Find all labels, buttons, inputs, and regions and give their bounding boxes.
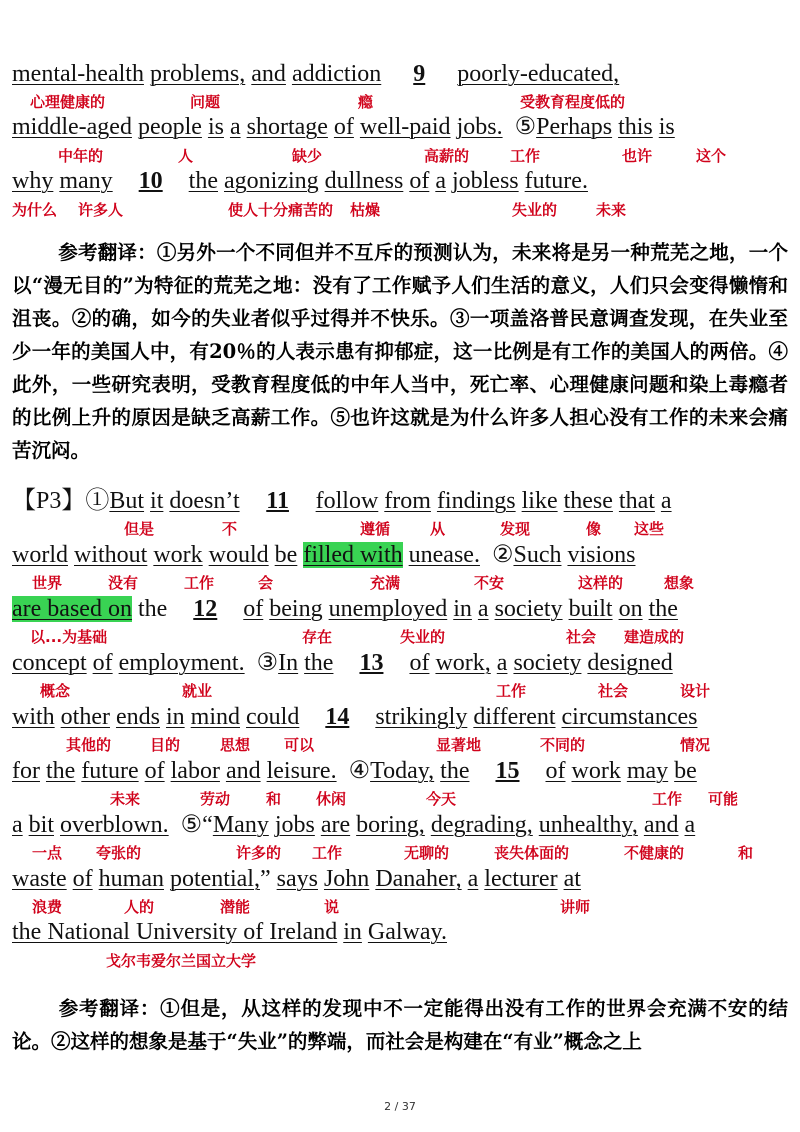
gloss-word: 不 [222,520,238,538]
word: well-paid [359,114,451,140]
translation-text: 参考翻译：①另外一个不同但并不互斥的预测认为，未来将是另一种荒芜之地，一个以“漫无目的”为特征的荒芜之地：没有了工作赋予人们生活的意义，人们只会变得懒惰和沮丧。②的确，如今的失业者似乎过得并不快乐。③一项盖洛普民意调查发现，在失业至少一年的美国人中，有20％的人表示患有抑郁症，这一比例是有工作的美国人的两倍。④此外，一些研究表明，受教育程度低的中年人当中，死亡率、心理健康问题和染上毒瘾者的比例上升的原因是缺乏高薪工作。⑤也许这就是为什么许多人担心没有工作的未来会痛苦沉闷。 [12,241,788,462]
english-line [12,865,581,893]
gloss-word: 心理健康的 [30,93,106,111]
word: society [494,596,563,622]
text-fragment [219,596,243,622]
gloss-word: 充满 [370,574,401,592]
word: agonizing [224,168,319,194]
blank-number: 10 [138,168,163,194]
gloss-word: 概念 [40,682,71,700]
word: different [473,704,556,730]
word: these [563,488,613,514]
word: overblown. [60,812,169,838]
gloss-word: 工作 [184,574,215,592]
word: being [269,596,323,622]
gloss-word: 夸张的 [96,844,142,862]
text-fragment: the [137,596,168,622]
word: be [274,542,298,568]
gloss-word: 建造成的 [624,628,685,646]
word: poorly-educated, [457,61,620,87]
english-line [12,703,697,731]
word: John [323,866,370,892]
word: other [60,704,110,730]
gloss-word: 思想 [220,736,251,754]
gloss-word: 从 [430,520,446,538]
gloss-word: 以...为基础 [30,628,108,646]
text-fragment: ⑤“ [168,812,213,838]
gloss-word: 就业 [182,682,213,700]
blank-number: 13 [359,650,384,676]
english-line [12,541,635,569]
gloss-word: 为什么 [12,201,58,219]
word: lecturer [484,866,558,892]
word: is [207,114,224,140]
word: could [246,704,300,730]
word: world [12,542,68,568]
word: Such [513,542,562,568]
word: strikingly [375,704,468,730]
word: people [137,114,202,140]
gloss-word: 说 [324,898,340,916]
text-fragment [113,168,137,194]
text-fragment [333,650,357,676]
reference-translation-1 [12,236,788,467]
word: labor [170,758,220,784]
word: dullness [324,168,404,194]
text-fragment [292,488,316,514]
gloss-word: 戈尔韦爱尔兰国立大学 [106,952,257,970]
gloss-word: 无聊的 [404,844,450,862]
word: and [643,812,679,838]
word: and [225,758,261,784]
word: of [409,650,430,676]
word: the [648,596,678,622]
gloss-word: 许多人 [78,201,124,219]
word: Many [212,812,269,838]
gloss-word: 工作 [652,790,683,808]
gloss-word: 和 [738,844,754,862]
word: at [563,866,581,892]
word: of [409,168,430,194]
word: work [571,758,621,784]
gloss-word: 情况 [680,736,711,754]
word: addiction [291,61,382,87]
word: Perhaps [536,114,613,140]
word: of [144,758,165,784]
word: of [72,866,93,892]
word: problems, [149,61,246,87]
word: unemployed [328,596,448,622]
word: circumstances [561,704,698,730]
word: leisure. [266,758,337,784]
gloss-word: 显著地 [436,736,482,754]
word: in [165,704,185,730]
blank-number: 12 [193,596,218,622]
gloss-word: 人的 [124,898,155,916]
word: a [12,812,23,838]
gloss-word: 不同的 [540,736,586,754]
word: be [674,758,697,784]
gloss-word: 没有 [108,574,139,592]
text-fragment [522,758,546,784]
gloss-word: 不安 [474,574,505,592]
text-fragment [385,650,409,676]
gloss-word: 许多的 [236,844,282,862]
gloss-word: 劳动 [200,790,231,808]
word: unease. [408,542,480,568]
english-line [12,811,695,839]
word: jobs. [456,114,503,140]
english-line [12,113,675,141]
reference-translation-2 [12,992,788,1058]
gloss-word: 遵循 [360,520,391,538]
blank-number: 15 [495,758,520,784]
word: a [477,596,489,622]
text-fragment: ⑤ [502,114,537,140]
word: bit [28,812,54,838]
gloss-word: 想象 [664,574,695,592]
gloss-word: 工作 [312,844,343,862]
word: a [660,488,672,514]
word: that [618,488,655,514]
gloss-word: 未来 [110,790,141,808]
gloss-word: 一点 [32,844,63,862]
text-fragment [165,168,189,194]
gloss-word: 也许 [622,147,653,165]
word: degrading, [430,812,533,838]
gloss-word: 休闲 [316,790,347,808]
word: from [384,488,431,514]
word: why [12,168,54,194]
word: a [229,114,241,140]
english-line [12,918,447,946]
text-fragment [470,758,494,784]
english-line [12,167,588,195]
word: built [568,596,613,622]
word: concept [12,650,87,676]
gloss-word: 高薪的 [424,147,470,165]
word: in [453,596,472,622]
gloss-word: 这个 [696,147,727,165]
translation-text: 参考翻译：①但是，从这样的发现中不一定能得出没有工作的世界会充满不安的结论。②这样的想象是基于“失业”的弊端，而社会是构建在“有业”概念之上 [12,997,788,1053]
word: a [496,650,508,676]
word: boring, [356,812,425,838]
gloss-word: 像 [586,520,602,538]
word: findings [436,488,516,514]
text-fragment: ④ [336,758,371,784]
word: shortage [246,114,328,140]
text-fragment [299,704,323,730]
gloss-word: 未来 [596,201,627,219]
gloss-word: 世界 [32,574,63,592]
gloss-word: 浪费 [32,898,63,916]
gloss-word: 和 [266,790,282,808]
word: of [545,758,566,784]
text-fragment [240,488,264,514]
word: says [276,866,318,892]
word: it [150,488,164,514]
word: unhealthy, [538,812,638,838]
english-line [12,757,697,785]
word: this [618,114,653,140]
text-fragment [433,61,457,87]
gloss-word: 目的 [150,736,181,754]
word: ends [115,704,160,730]
english-line [12,649,673,677]
gloss-word: 受教育程度低的 [520,93,626,111]
word: may [626,758,669,784]
gloss-word: 社会 [566,628,597,646]
word: mental-health [12,61,144,87]
word: middle-aged [12,114,132,140]
blank-number: 11 [266,488,289,514]
text-fragment [167,596,191,622]
text-fragment: ③ [244,650,279,676]
text-fragment [381,61,405,87]
word: work, [435,650,491,676]
gloss-word: 失业的 [512,201,558,219]
blank-number: 9 [413,61,426,87]
word: of [243,596,264,622]
gloss-word: 存在 [302,628,333,646]
word: would [208,542,269,568]
word: in [343,919,362,945]
gloss-word: 缺少 [292,147,323,165]
word: Galway. [367,919,447,945]
gloss-word: 失业的 [400,628,446,646]
word: without [74,542,148,568]
word: like [521,488,558,514]
gloss-word: 可能 [708,790,739,808]
word: are [320,812,351,838]
gloss-word: 这些 [634,520,665,538]
word: designed [587,650,673,676]
gloss-word: 潜能 [220,898,251,916]
word: human [98,866,164,892]
word: potential, [169,866,260,892]
word: a [684,812,696,838]
gloss-word: 发现 [500,520,531,538]
word: In [278,650,299,676]
gloss-word: 这样的 [578,574,624,592]
word: and [251,61,286,87]
text-fragment [351,704,375,730]
word: the [304,650,334,676]
word: waste [12,866,67,892]
gloss-word: 使人十分痛苦的 [228,201,334,219]
word: future. [524,168,588,194]
word: doesn’t [169,488,240,514]
gloss-word: 瘾 [358,93,374,111]
gloss-word: 设计 [680,682,711,700]
word: of [92,650,113,676]
gloss-word: 中年的 [58,147,104,165]
gloss-word: 会 [258,574,274,592]
highlighted-phrase: are based on [12,596,132,622]
word: with [12,704,55,730]
english-line [12,595,678,623]
gloss-word: 人 [178,147,194,165]
gloss-word: 不健康的 [624,844,685,862]
word: jobless [451,168,519,194]
word: the [45,758,76,784]
gloss-word: 讲师 [560,898,591,916]
word: mind [190,704,240,730]
highlighted-phrase: filled with [303,542,403,568]
gloss-word: 但是 [124,520,155,538]
word: But [109,488,145,514]
word: follow [315,488,379,514]
word: of [333,114,354,140]
word: Today, [370,758,435,784]
word: future [81,758,139,784]
gloss-word: 可以 [284,736,315,754]
word: the [440,758,470,784]
word: the [188,168,218,194]
gloss-word: 枯燥 [350,201,381,219]
blank-number: 14 [325,704,350,730]
gloss-word: 丧失体面的 [494,844,570,862]
word: jobs [274,812,315,838]
gloss-word: 其他的 [66,736,112,754]
page-number: 2 / 37 [384,1100,416,1113]
english-line [12,487,672,515]
gloss-word: 问题 [190,93,221,111]
word: society [513,650,582,676]
word: is [658,114,675,140]
word: for [12,758,40,784]
text-fragment: ② [479,542,514,568]
word: many [59,168,113,194]
word: Danaher, [375,866,462,892]
word: a [435,168,446,194]
word: a [467,866,479,892]
english-line [12,60,619,88]
word: visions [567,542,636,568]
word: work [153,542,203,568]
gloss-word: 工作 [496,682,527,700]
gloss-word: 社会 [598,682,629,700]
gloss-word: 工作 [510,147,541,165]
word: employment. [118,650,245,676]
gloss-word: 今天 [426,790,457,808]
word: the National University of Ireland [12,919,338,945]
text-fragment: 【P3】① [12,488,110,514]
text-fragment: ” [259,866,277,892]
word: on [618,596,643,622]
